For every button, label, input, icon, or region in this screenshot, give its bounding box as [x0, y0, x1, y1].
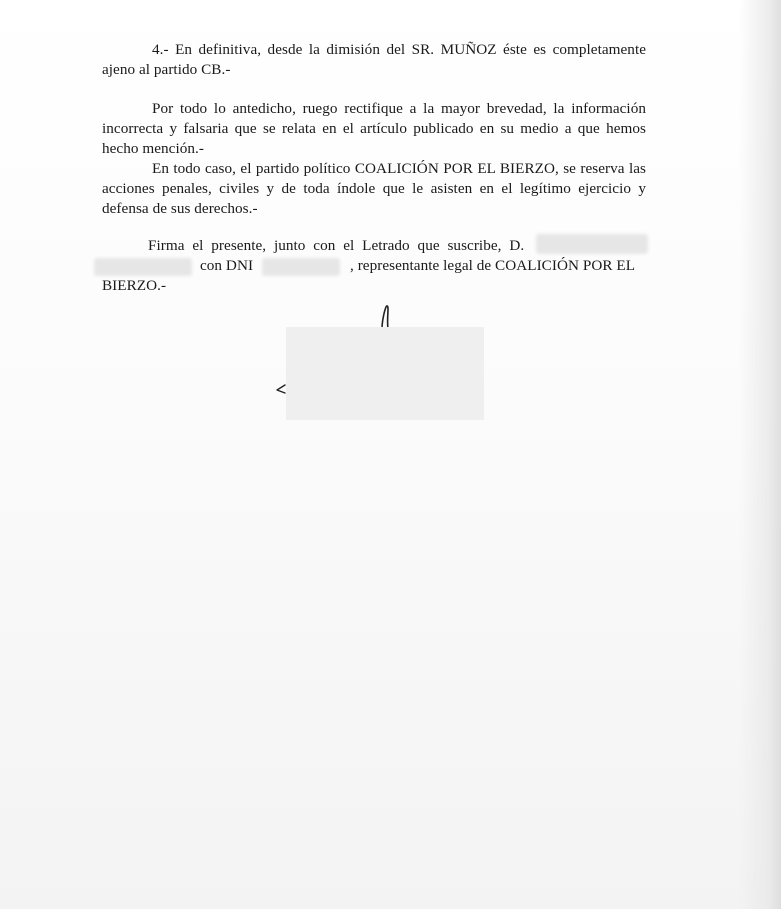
redacted-lawyer-name-2: [94, 258, 192, 276]
redacted-signature-block: [286, 327, 484, 420]
redacted-dni: [262, 258, 340, 276]
paragraph-rectification-request: Por todo lo antedicho, ruego rectifique a la mayor brevedad, la información incorrecta y falsaria que se relata en el artículo publicado en su medio a que hemos hecho mención.-: [102, 100, 646, 157]
firma-line-2-dni: con DNI: [200, 257, 254, 274]
firma-line-3: BIERZO.-: [102, 277, 167, 294]
scan-edge-shadow: [739, 0, 781, 909]
redacted-lawyer-name-1: [536, 234, 648, 254]
paragraph-point-4: 4.- En definitiva, desde la dimisión del SR. MUÑOZ éste es completamente ajeno al partido CB.-: [102, 41, 646, 78]
firma-line-1-text: Firma el presente, junto con el Letrado que suscribe, D.: [148, 237, 525, 254]
paragraph-legal-reservation: En todo caso, el partido político COALICIÓN POR EL BIERZO, se reserva las acciones penales, civiles y de toda índole que le asisten en el legítimo ejercicio y defensa de sus derechos.-: [102, 160, 646, 217]
firma-line-2-representative: , representante legal de COALICIÓN POR EL: [350, 257, 636, 274]
signature-paragraph: [102, 236, 646, 298]
